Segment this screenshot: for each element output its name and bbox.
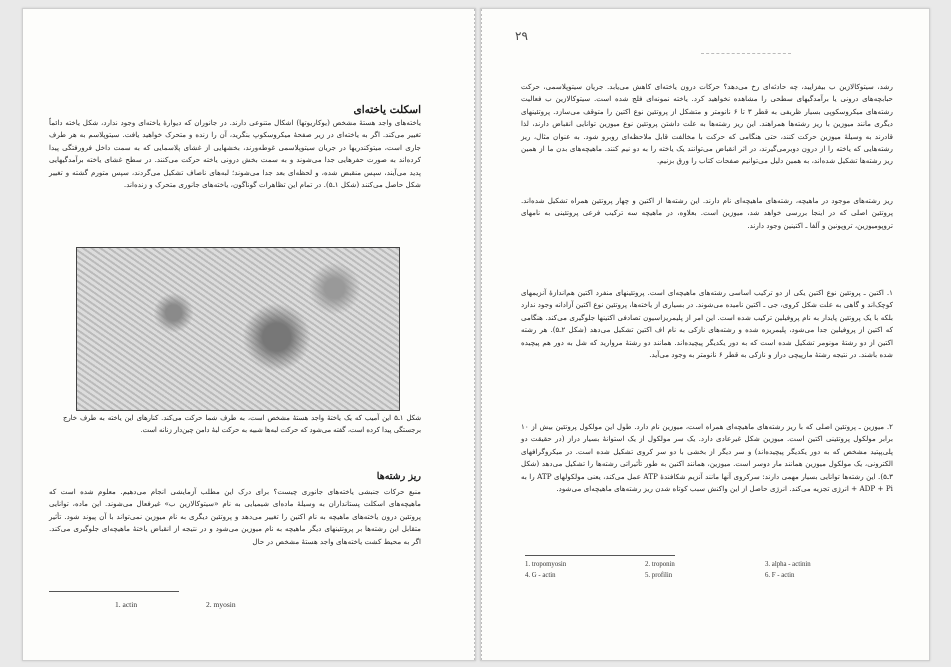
amoeba-photo-texture [77,248,399,410]
footnote-6: 6. F - actin [765,572,795,579]
footnote-list [525,561,885,579]
left-page-tear-edge [468,9,476,660]
footnote-2: 2. troponin [645,561,675,568]
right-paragraph-1: رشد، سیتوکالازین ب بیفزایید، چه حادثه‌ای رخ می‌دهد؟ حرکات درون یاخته‌ای کاهش می‌یابد. جریان سیتوپلاسمی، حرکت حبابچه‌های درونی یا برآمدگیهای سطحی را مشاهده نخواهید کرد. یاخته نمونه‌ای فلج شده است. سیتوکالازین ب فعالیت رشته‌های میکروسکوپی بسیار ظریفی به قطر ۳ تا ۶ نانومتر و متشکل از پروتئین نوع اکتین را متوقف می‌سازد. پروتئینهای دیگری مانند میوزین با ریز رشته‌ها همراهند. این ریز رشته‌ها به علت داشتن پروتئین نوع میوزین توانایی انقباض دارند، لذا قادرند به وسیلهٔ میوزین حرکت کنند، حتی هنگامی که حرکت با مخالفت قابل ملاحظه‌ای روبرو شود. به عنوان مثال، ریز رشته‌هایی که یاخته را از درون دوبرمی‌گیرند، در اثر انقباض می‌توانند یک یاخته را به دو نیم کنند. ماهیچه‌های بدن ما از همین ریز رشته‌ها تشکیل شده‌اند، به همین دلیل می‌توانیم صفحات کتاب را ورق بزنیم. [521,82,893,166]
right-paragraph-2: ریز رشته‌های موجود در ماهیچه، رشته‌های ماهیچه‌ای نام دارند. این رشته‌ها از اکتین و چهار پروتئین همراه تشکیل شده‌اند. پروتئین اصلی که در اینجا بررسی خواهد شد، میوزین است. بعلاوه، در ماهیچه سه ترکیب فرعی پروتئینی به نامهای تروپومیوزین، تروپونین و آلفا ـ اکتینین وجود دارند. [521,196,893,230]
section-heading-cytoskeleton: اسکلت یاخته‌ای [353,104,421,116]
amoeba-figure [76,247,400,411]
footnote-5: 5. profilin [645,572,673,579]
left-page [22,8,476,661]
right-page-tear-edge [480,9,488,660]
footnote-4: 4. G - actin [525,572,556,579]
footnote-1: 1. tropomyosin [525,561,567,568]
page-number: ۲۹ [515,29,528,43]
subheading-microfilaments: ریز رشته‌ها [376,471,421,482]
footnote-3: 3. alpha - actinin [765,561,811,568]
footnote-divider [49,591,179,592]
left-paragraph-2: منبع حرکات جنبشی یاخته‌های جانوری چیست؟ برای درک این مطلب آزمایشی انجام می‌دهیم. معلوم شده است که ماهیچه‌های اسکلت پستانداران به وسیلهٔ ماده‌ای شیمیایی به نام «سیتوکالازین ب» غیرفعال می‌شوند. این ماده، توانایی پروتئین درون یاخته‌های ماهیچه به نام اکتین را تغییر می‌دهد و پروتئین دیگری به نام میوزین نمی‌تواند با آن پیوند شود. تأثیر متقابل این رشته‌ها بر پروتئینهای دیگر ماهیچه به نام میوزین می‌شود و در نتیجه از انقباض یاختهٔ ماهیچه‌ای جلوگیری می‌کند. اگر به محیط کشت یاخته‌های واجد هستهٔ مشخص در حال [49,487,421,546]
footnote-divider [525,555,675,556]
right-page [480,8,930,661]
footnote-2: 2. myosin [206,600,236,609]
handwritten-scribble [701,43,791,54]
footnote-1: 1. actin [115,600,138,609]
right-paragraph-4-myosin: ۲. میوزین ـ پروتئین اصلی که با ریز رشته‌های ماهیچه‌ای همراه است، میوزین نام دارد. طول این مولکول پروتئین بیش از ۱۰ برابر مولکول پروتئینی اکتین است. میوزین شکل غیرعادی دارد. یک سر مولکول از یک استوانهٔ بسیار دراز (در حقیقت دو پلی‌پپتید مشخص که به دور یکدیگر پیچیده‌اند) و سر دیگر از بخشی با دو سر کروی تشکیل شده است. در میکروگرافهای الکترونی، یک مولکول میوزین همانند مار دوسر است. میوزین، همانند اکتین به طور تأثیراتی رشته‌ها را تشکیل می‌دهد (شکل ۳ـ۵). این رشته‌ها توانایی بسیار مهمی دارند: سرکروی آنها مانند آنزیم شکافندهٔ ATP عمل می‌کند، یعنی مولکولهای ATP را به ADP + Pi + انرژی تجزیه می‌کند. انرژی حاصل از این واکنش سبب کوتاه شدن ریز رشته‌های ماهیچه‌ای می‌شود. [521,422,893,494]
right-paragraph-3-actin: ۱. اکتین ـ پروتئین نوع اکتین یکی از دو ترکیب اساسی رشته‌های ماهیچه‌ای است. پروتئینهای منفرد اکتین هم‌اندازهٔ آنزیمهای کوچک‌اند و گاهی به علت شکل کروی، جی ـ اکتین نامیده می‌شوند. در بسیاری از یاخته‌ها، پروتئین نوع اکتین آزادانه وجود ندارد بلکه با یک پروتئین پایدار به نام پروفیلین ترکیب شده است. این امر از پلیمریزاسیون تصادفی اکتینها جلوگیری می‌کند. هنگامی که اکتین از پروفیلین جدا می‌شود، پلیمریزه شده و رشته‌های نازکی به نام اف اکتین تشکیل می‌دهد (شکل ۲ـ۵). هر رشته اکتین از دو رشتهٔ مونومر تشکیل شده است که به دور یکدیگر پیچیده‌اند. همانند دو رشتهٔ مروارید که شل به دور هم پیچیده شده باشند. در نتیجه رشتهٔ مارپیچی دراز و نازکی به قطر ۶ نانومتر به وجود می‌آید. [521,288,893,360]
left-paragraph-1: یاخته‌های واجد هستهٔ مشخص (یوکاریوتها) اشکال متنوعی دارند. در جانوران که دیوارهٔ یاخته‌ای وجود ندارد، شکل یاخته دائماً تغییر می‌کند. اگر به یاخته‌ای در زیر صفحهٔ میکروسکوپ بنگرید، آن را زنده و متحرک خواهید یافت. سیتوپلاسم به هر طرف جاری است، میتوکندریها در جریان سیتوپلاسمی غوطه‌ورند، بخشهایی از غشای پلاسمایی که به سمت داخل فرورفتگی پیدا کرده‌اند به صورت حفرهایی جدا می‌شوند و به سمت بخش درونی یاخته حرکت می‌کنند. در سطح غشای یاخته برآمدگیهایی پدید می‌آیند، سپس منقبض شده، و لحظه‌ای بعد جدا می‌شوند؛ لبه‌های ناصاف تشکیل می‌گردند، سپس متورم گشته و تغییر شکل حاصل می‌کنند (شکل ۱ـ۵). در تمام این تظاهرات گوناگون، یاخته‌های جانوری متحرک و زنده‌اند. [49,118,421,190]
figure-caption: شکل ۱ـ۵ این آمیب که یک یاختهٔ واجد هستهٔ مشخص است، به طرف شما حرکت می‌کند. کنارهای این یاخته به طرف خارج برجستگی پیدا کرده است، گفته می‌شود که حرکت لبه‌ها شبیه به حرکت لبهٔ دامن چین‌دار زنانه است. [63,414,421,434]
